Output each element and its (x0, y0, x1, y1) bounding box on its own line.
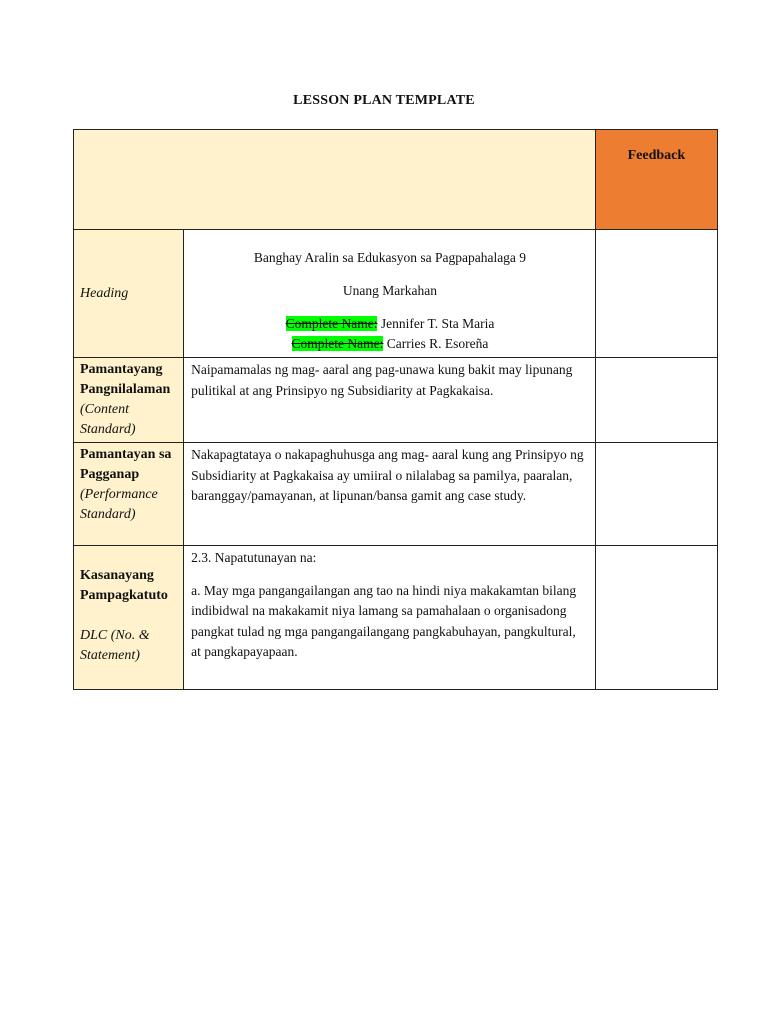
label-italic: DLC (No. & Statement) (80, 628, 150, 663)
complete-name-label: Complete Name: (291, 336, 384, 351)
feedback-cell-competency (595, 546, 717, 690)
label-bold: Pamantayang Pangnilalaman (80, 362, 171, 397)
competency-label (74, 546, 184, 690)
complete-name-label: Complete Name: (285, 316, 378, 331)
competency-intro: 2.3. Napatutunayan na: (191, 550, 317, 565)
content-standard-row (74, 358, 718, 443)
feedback-cell-content (595, 358, 717, 443)
author-name-1: Jennifer T. Sta Maria (377, 316, 495, 331)
heading-row (74, 230, 718, 358)
label-bold: Pamantayan sa Pagganap (80, 447, 172, 482)
feedback-cell-heading (595, 230, 717, 358)
feedback-header: Feedback (595, 130, 717, 230)
lesson-plan-table (73, 129, 718, 690)
header-blank-cell (74, 130, 596, 230)
heading-label: Heading (74, 230, 184, 358)
feedback-cell-performance (595, 443, 717, 546)
competency-text (184, 546, 596, 690)
lesson-title-line: Banghay Aralin sa Edukasyon sa Pagpapahalaga 9 (253, 250, 527, 265)
competency-row (74, 546, 718, 690)
author-name-2: Carries R. Esoreña (383, 336, 489, 351)
content-standard-text: Naipamamalas ng mag- aaral ang pag-unawa kung bakit may lipunang pulitikal at ang Prinsipyo ng Subsidiarity at Pagkakaisa. (184, 358, 596, 443)
author-line-1 (191, 314, 589, 334)
document-title: LESSON PLAN TEMPLATE (293, 93, 475, 108)
author-line-2 (191, 334, 589, 354)
label-italic: (Content Standard) (80, 402, 136, 437)
performance-standard-label (74, 443, 184, 546)
label-italic: (Performance Standard) (80, 487, 158, 522)
performance-standard-text: Nakapagtataya o nakapaghuhusga ang mag- aaral kung ang Prinsipyo ng Subsidiarity at Pagkakaisa ay umiiral o nilalabag sa pamilya, paaralan, baranggay/pamayanan, at lipunan/bansa gamit ang case study. (184, 443, 596, 546)
header-row (74, 130, 718, 230)
performance-standard-row (74, 443, 718, 546)
label-bold: Kasanayang Pampagkatuto (80, 568, 168, 603)
quarter-line: Unang Markahan (342, 283, 438, 298)
heading-content (184, 230, 596, 358)
content-standard-label (74, 358, 184, 443)
competency-item-a: a. May mga pangangailangan ang tao na hindi niya makakamtan bilang indibidwal na makakamit niya lamang sa pamahalaan o organisadong pangkat tulad ng mga pangangailangang pangkabuhayan, pangkultural, at pangkapayapaan. (191, 582, 577, 659)
